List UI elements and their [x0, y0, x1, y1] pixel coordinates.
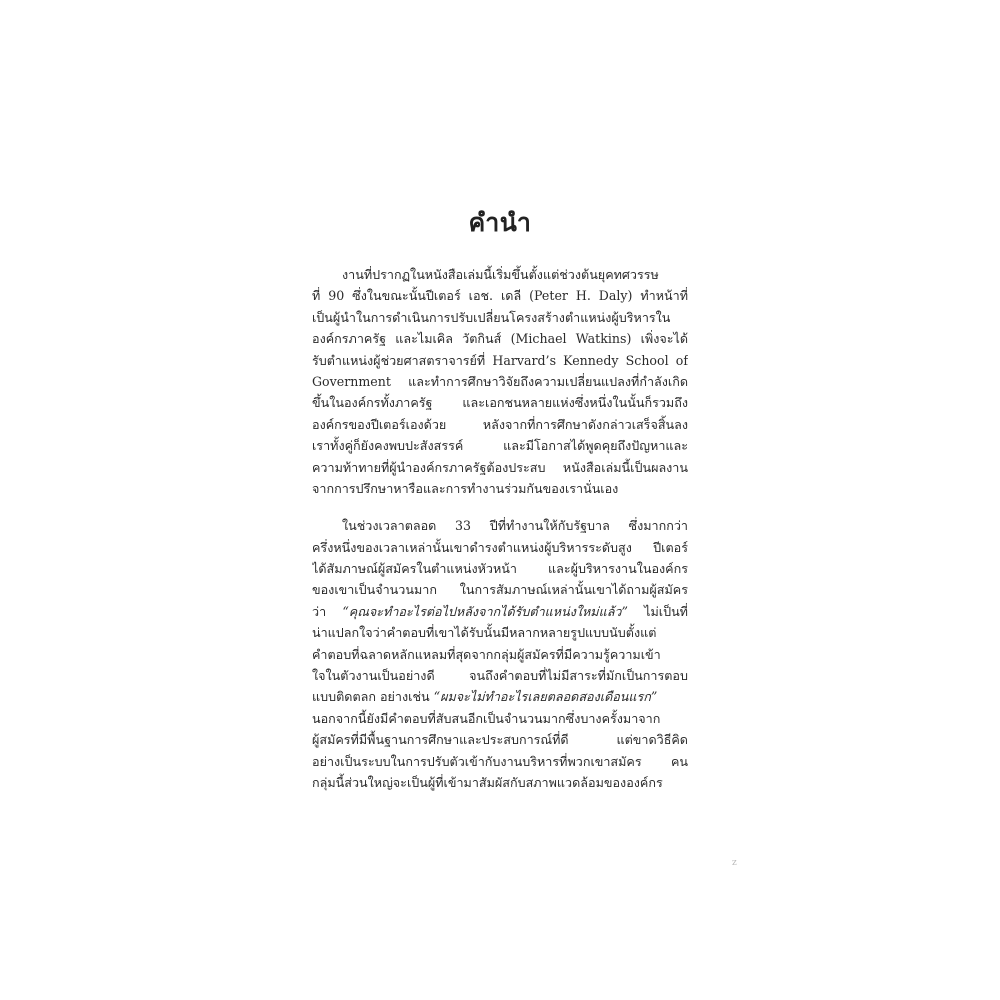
paragraph-line: ของเขาเป็นจำนวนมาก ในการสัมภาษณ์เหล่านั้นเขาได้ถามผู้สมัคร [312, 582, 688, 598]
line-text-pre: ว่า [312, 603, 343, 619]
paragraph-line: ได้สัมภาษณ์ผู้สมัครในตำแหน่งหัวหน้า และผู้บริหารงานในองค์กร [312, 561, 688, 577]
page-title: คำนำ [468, 208, 532, 237]
paragraph-line: ที่ 90 ซึ่งในขณะนั้นปีเตอร์ เอช. เดลี (Peter H. Daly) ทำหน้าที่ [312, 288, 688, 304]
body-text [312, 264, 688, 793]
paragraph-line: ใจในตัวงานเป็นอย่างดี จนถึงคำตอบที่ไม่มีสาระที่มักเป็นการตอบ [312, 668, 688, 684]
paragraph-line: กลุ่มนี้ส่วนใหญ่จะเป็นผู้ที่เข้ามาสัมผัสกับสภาพแวดล้อมขององค์กร [312, 774, 663, 790]
line-text-post: ไม่เป็นที่ [627, 603, 688, 619]
page-number: z [732, 858, 737, 868]
paragraph-line: ในช่วงเวลาตลอด 33 ปีที่ทำงานให้กับรัฐบาล ซึ่งมากกว่า [342, 518, 688, 534]
paragraph-line [312, 686, 688, 707]
paragraph-1 [312, 264, 688, 499]
line-text-pre: แบบติดตลก อย่างเช่น [312, 689, 434, 705]
paragraph-line: น่าแปลกใจว่าคำตอบที่เขาได้รับนั้นมีหลากหลายรูปแบบนับตั้งแต่ [312, 625, 657, 641]
paragraph-line: Government และทำการศึกษาวิจัยถึงความเปลี่ยนแปลงที่กำลังเกิด [312, 373, 688, 389]
paragraph-line [312, 601, 688, 622]
paragraph-line: ครึ่งหนึ่งของเวลาเหล่านั้นเขาดำรงตำแหน่งผู้บริหารระดับสูง ปีเตอร์ [312, 539, 688, 555]
paragraph-line: องค์กรภาครัฐ และไมเคิล วัตกินส์ (Michael Watkins) เพิ่งจะได้ [312, 331, 688, 347]
paragraph-line: เราทั้งคู่ก็ยังคงพบปะสังสรรค์ และมีโอกาสได้พูดคุยถึงปัญหาและ [312, 438, 688, 454]
quoted-answer: “ผมจะไม่ทำอะไรเลยตลอดสองเดือนแรก” [433, 689, 658, 705]
paragraph-line: คำตอบที่ฉลาดหลักแหลมที่สุดจากกลุ่มผู้สมัครที่มีความรู้ความเข้า [312, 646, 661, 662]
paragraph-line: รับตำแหน่งผู้ช่วยศาสตราจารย์ที่ Harvard’s Kennedy School of [312, 352, 688, 368]
quoted-question: “คุณจะทำอะไรต่อไปหลังจากได้รับตำแหน่งใหม่แล้ว” [342, 603, 628, 619]
paragraph-line: จากการปรึกษาหารือและการทำงานร่วมกันของเรานั่นเอง [312, 480, 619, 496]
paragraph-line: เป็นผู้นำในการดำเนินการปรับเปลี่ยนโครงสร้างตำแหน่งผู้บริหารใน [312, 309, 671, 325]
paragraph-line: ขึ้นในองค์กรทั้งภาครัฐ และเอกชนหลายแห่งซึ่งหนึ่งในนั้นก็รวมถึง [312, 395, 688, 411]
paragraph-line: องค์กรของปีเตอร์เองด้วย หลังจากที่การศึกษาดังกล่าวเสร็จสิ้นลง [312, 416, 688, 432]
paragraph-line: งานที่ปรากฏในหนังสือเล่มนี้เริ่มขึ้นตั้งแต่ช่วงต้นยุคทศวรรษ [342, 267, 659, 282]
paragraph-line: นอกจากนี้ยังมีคำตอบที่สับสนอีกเป็นจำนวนมากซึ่งบางครั้งมาจาก [312, 710, 661, 726]
paragraph-line: ผู้สมัครที่มีพื้นฐานการศึกษาและประสบการณ์ที่ดี แต่ขาดวิธีคิด [312, 732, 688, 748]
paragraph-line: อย่างเป็นระบบในการปรับตัวเข้ากับงานบริหารที่พวกเขาสมัคร คน [312, 753, 688, 769]
paragraph-2 [312, 515, 688, 793]
paragraph-line: ความท้าทายที่ผู้นำองค์กรภาครัฐต้องประสบ หนังสือเล่มนี้เป็นผลงาน [312, 459, 688, 475]
